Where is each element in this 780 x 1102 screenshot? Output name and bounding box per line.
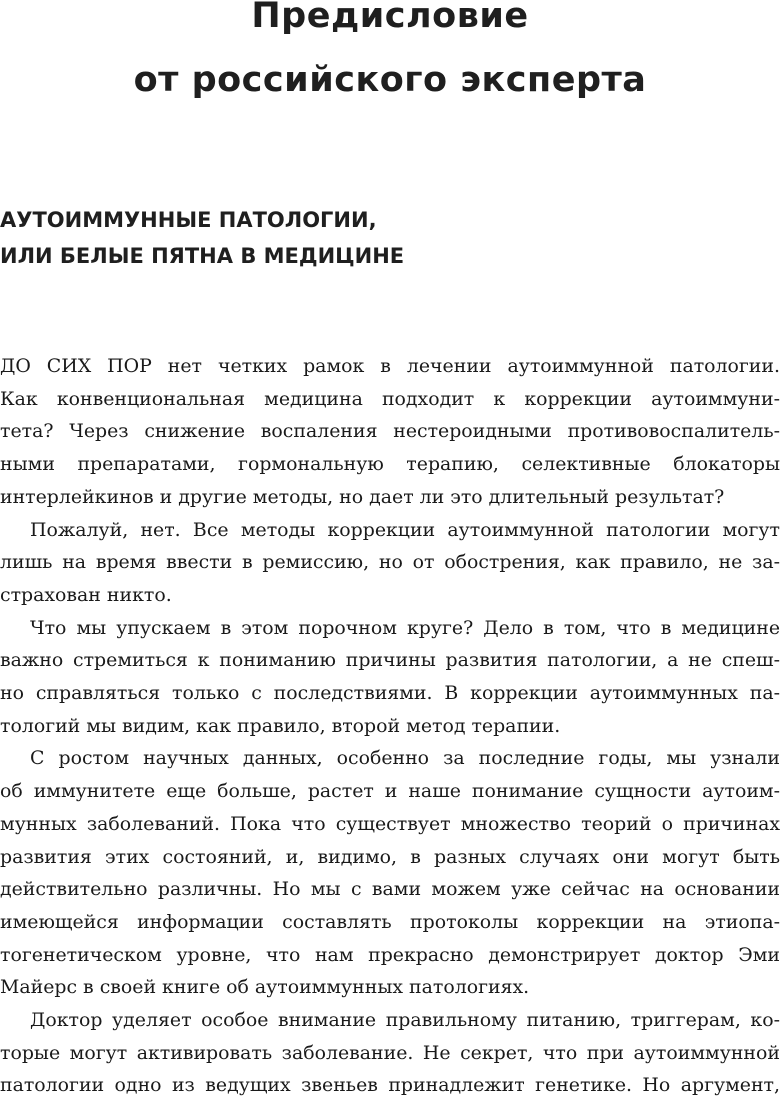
paragraph-3 [0,612,780,743]
text-line: имеющейся информации составлять протоколы коррекции на этиопа- [0,910,780,933]
text-line: интерлейкинов и другие методы, но дает ли это длительный результат? [0,485,725,508]
text-line: действительно различны. Но мы с вами можем уже сейчас на основании [0,878,780,901]
paragraph-4 [0,742,780,1004]
text-line: ными препаратами, гормональную терапию, селективные блокаторы [0,453,780,476]
text-line: об иммунитете еще больше, растет и наше понимание сущности аутоим- [0,780,780,803]
text-line: Как конвенциональная медицина подходит к коррекции аутоиммуни- [0,387,780,410]
text-line: торые могут активировать заболевание. Не секрет, что при аутоиммунной [0,1041,780,1064]
section-heading-line-1: АУТОИММУННЫЕ ПАТОЛОГИИ, [0,208,377,232]
text-line: ДО СИХ ПОР нет четких рамок в лечении аутоиммунной патологии. [0,355,780,377]
text-line: Что мы упускаем в этом порочном круге? Дело в том, что в медицине [30,616,780,639]
paragraph-1 [0,350,780,514]
text-line: Майерс в своей книге об аутоиммунных патологиях. [0,976,530,999]
page-title-line-1: Предисловие [251,0,529,36]
text-line: тогенетическом уровне, что нам прекрасно демонстрирует доктор Эми [0,943,780,966]
text-line: Пожалуй, нет. Все методы коррекции аутоиммунной патологии могут [30,518,780,541]
text-line: тета? Через снижение воспаления нестероидными противовоспалитель- [0,420,780,443]
text-line: патологии одно из ведущих звеньев принадлежит генетике. Но аргумент, [0,1074,780,1097]
text-line: С ростом научных данных, особенно за последние годы, мы узнали [30,747,780,770]
text-line: лишь на время ввести в ремиссию, но от обострения, как правило, не за- [0,551,780,574]
text-line: мунных заболеваний. Пока что существует множество теорий о причинах [0,812,780,835]
text-line: страхован никто. [0,583,172,606]
paragraph-5 [0,1004,780,1102]
text-line: но справляться только с последствиями. В коррекции аутоиммунных па- [0,682,780,705]
page-title-line-2: от российского эксперта [133,60,647,100]
text-line: тологий мы видим, как правило, второй метод терапии. [0,714,561,737]
text-line: важно стремиться к пониманию причины развития патологии, а не спеш- [0,649,780,672]
section-heading-line-2: ИЛИ БЕЛЫЕ ПЯТНА В МЕДИЦИНЕ [0,244,405,268]
text-line: развития этих состояний, и, видимо, в разных случаях они могут быть [0,845,780,868]
text-line: Доктор уделяет особое внимание правильному питанию, триггерам, ко- [30,1009,780,1032]
paragraph-2 [0,514,780,612]
body-text [0,350,780,1102]
